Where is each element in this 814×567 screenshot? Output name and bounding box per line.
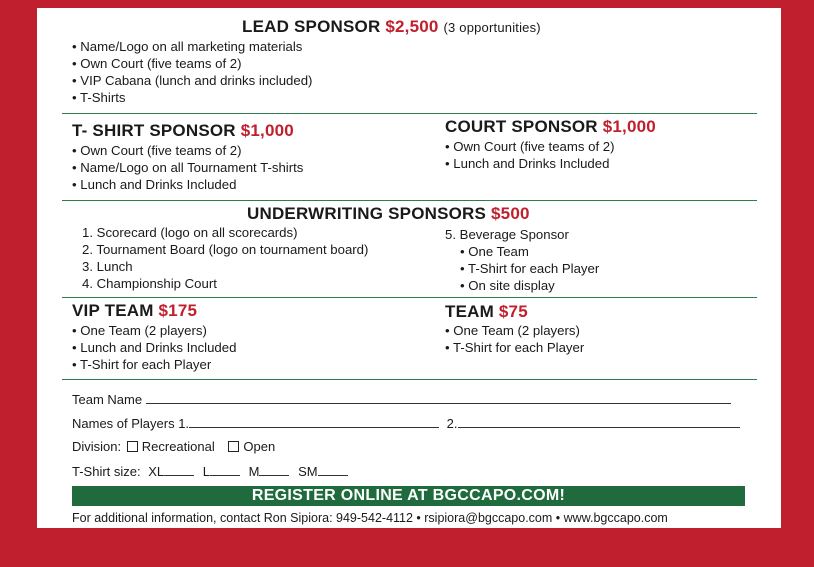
list-item: • Name/Logo on all marketing materials xyxy=(72,39,303,54)
lead-sponsor-list xyxy=(72,38,312,106)
open-label: Open xyxy=(243,439,276,454)
underwriting-list-left xyxy=(82,224,368,292)
register-banner[interactable]: REGISTER ONLINE AT BGCCAPO.COM! xyxy=(72,486,745,506)
lead-sponsor-title: LEAD SPONSOR xyxy=(242,17,381,36)
list-item: • T-Shirt for each Player xyxy=(72,357,212,372)
player1-field[interactable] xyxy=(189,415,439,428)
tshirt-sponsor-heading xyxy=(72,121,294,141)
size-m-field[interactable] xyxy=(259,463,289,476)
section-divider xyxy=(62,113,757,114)
underwriting-heading xyxy=(247,204,530,224)
underwriting-price: $500 xyxy=(491,204,530,223)
footer-contact: For additional information, contact Ron Sipiora: 949-542-4112 • rsipiora@bgccapo.com • www.bgccapo.com xyxy=(72,511,668,525)
player2-label: 2. xyxy=(446,416,458,431)
court-sponsor-list xyxy=(445,138,615,172)
list-item: • Name/Logo on all Tournament T-shirts xyxy=(72,160,304,175)
vip-team-title: VIP TEAM xyxy=(72,301,154,320)
size-m-label: M xyxy=(248,464,260,479)
player2-field[interactable] xyxy=(458,415,740,428)
recreational-label: Recreational xyxy=(141,439,215,454)
team-name-field[interactable] xyxy=(146,391,731,404)
size-sm-label: SM xyxy=(298,464,318,479)
section-divider xyxy=(62,297,757,298)
list-item: • One Team (2 players) xyxy=(445,323,580,338)
open-checkbox[interactable] xyxy=(228,441,239,452)
size-l-field[interactable] xyxy=(210,463,240,476)
lead-sponsor-note: (3 opportunities) xyxy=(443,20,541,35)
tshirt-size-row xyxy=(72,463,348,479)
list-item: • Own Court (five teams of 2) xyxy=(72,56,242,71)
vip-team-price: $175 xyxy=(158,301,198,320)
team-heading xyxy=(445,302,528,322)
list-item: • T-Shirt for each Player xyxy=(460,261,600,276)
recreational-checkbox[interactable] xyxy=(127,441,138,452)
underwriting-list-right xyxy=(445,226,599,294)
lead-sponsor-heading xyxy=(242,17,541,37)
tshirt-sponsor-title: T- SHIRT SPONSOR xyxy=(72,121,236,140)
size-sm-field[interactable] xyxy=(318,463,348,476)
list-item: 4. Championship Court xyxy=(82,276,217,291)
list-item: • Lunch and Drinks Included xyxy=(445,156,610,171)
players-label: Names of Players 1. xyxy=(72,416,190,431)
court-sponsor-price: $1,000 xyxy=(602,117,656,136)
list-item: • One Team xyxy=(460,244,529,259)
list-item: 3. Lunch xyxy=(82,259,133,274)
tshirt-sponsor-list xyxy=(72,142,303,193)
lead-sponsor-price: $2,500 xyxy=(385,17,439,36)
list-item: • Lunch and Drinks Included xyxy=(72,340,237,355)
team-title: TEAM xyxy=(445,302,494,321)
list-item: • T-Shirts xyxy=(72,90,126,105)
list-item: • On site display xyxy=(460,278,555,293)
list-item: • VIP Cabana (lunch and drinks included) xyxy=(72,73,313,88)
team-price: $75 xyxy=(498,302,528,321)
list-item: • One Team (2 players) xyxy=(72,323,207,338)
vip-team-list xyxy=(72,322,236,373)
team-list xyxy=(445,322,584,356)
list-item: 2. Tournament Board (logo on tournament board) xyxy=(82,242,369,257)
section-divider xyxy=(62,200,757,201)
list-item: 1. Scorecard (logo on all scorecards) xyxy=(82,225,298,240)
tshirt-sponsor-price: $1,000 xyxy=(240,121,294,140)
court-sponsor-title: COURT SPONSOR xyxy=(445,117,598,136)
division-label: Division: xyxy=(72,439,122,454)
beverage-sponsor-title: 5. Beverage Sponsor xyxy=(445,227,569,242)
list-item: • Own Court (five teams of 2) xyxy=(72,143,242,158)
players-row xyxy=(72,415,740,431)
size-xl-field[interactable] xyxy=(164,463,194,476)
list-item: • Lunch and Drinks Included xyxy=(72,177,237,192)
list-item: • T-Shirt for each Player xyxy=(445,340,585,355)
division-row xyxy=(72,439,275,454)
size-l-label: L xyxy=(202,464,211,479)
size-xl-label: XL xyxy=(148,464,165,479)
list-item: • Own Court (five teams of 2) xyxy=(445,139,615,154)
team-name-row xyxy=(72,391,731,407)
underwriting-title: UNDERWRITING SPONSORS xyxy=(247,204,487,223)
court-sponsor-heading xyxy=(445,117,656,137)
section-divider xyxy=(62,379,757,380)
tshirt-size-label: T-Shirt size: xyxy=(72,464,141,479)
team-name-label: Team Name xyxy=(72,392,143,407)
sponsorship-card xyxy=(37,8,781,528)
vip-team-heading xyxy=(72,301,197,321)
